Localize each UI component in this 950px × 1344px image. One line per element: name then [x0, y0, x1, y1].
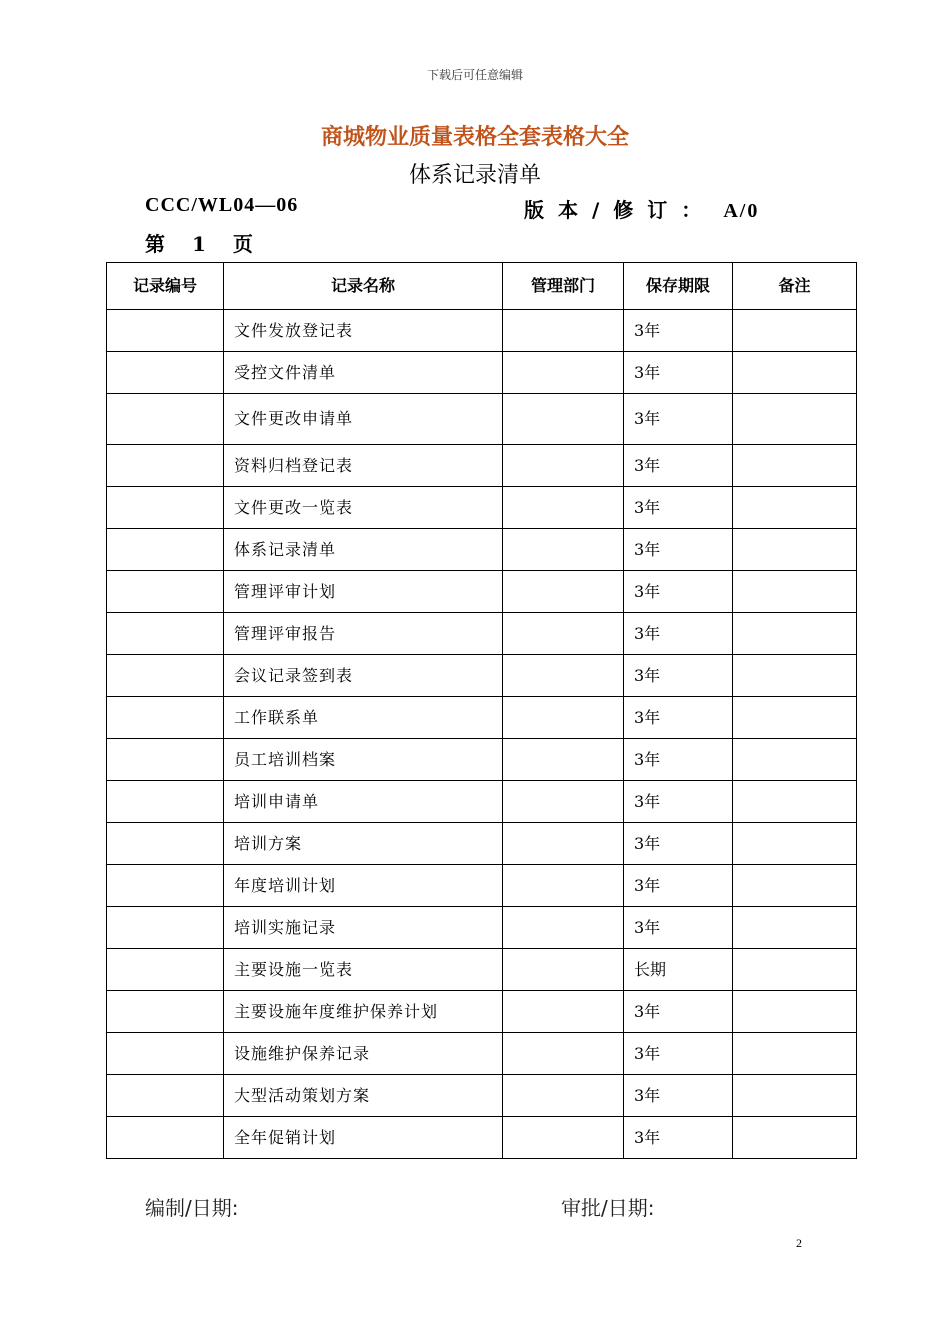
cell-remarks	[733, 529, 857, 571]
cell-retention-period: 3年	[624, 1075, 733, 1117]
cell-remarks	[733, 991, 857, 1033]
cell-department	[503, 487, 624, 529]
cell-remarks	[733, 865, 857, 907]
cell-record-name: 年度培训计划	[224, 865, 503, 907]
cell-department	[503, 823, 624, 865]
cell-record-number	[107, 655, 224, 697]
cell-record-name: 体系记录清单	[224, 529, 503, 571]
cell-record-name: 会议记录签到表	[224, 655, 503, 697]
cell-department	[503, 739, 624, 781]
header-remarks: 备注	[733, 263, 857, 310]
cell-remarks	[733, 1033, 857, 1075]
cell-record-number	[107, 1075, 224, 1117]
cell-retention-period: 3年	[624, 571, 733, 613]
table-row	[107, 310, 857, 352]
table-row	[107, 991, 857, 1033]
cell-remarks	[733, 823, 857, 865]
cell-record-number	[107, 1117, 224, 1159]
cell-record-number	[107, 823, 224, 865]
cell-department	[503, 1033, 624, 1075]
cell-record-name: 文件更改一览表	[224, 487, 503, 529]
cell-department	[503, 445, 624, 487]
cell-department	[503, 865, 624, 907]
table-row	[107, 1117, 857, 1159]
cell-record-number	[107, 571, 224, 613]
cell-department	[503, 613, 624, 655]
cell-record-name: 主要设施一览表	[224, 949, 503, 991]
cell-remarks	[733, 445, 857, 487]
cell-record-name: 管理评审计划	[224, 571, 503, 613]
cell-remarks	[733, 613, 857, 655]
cell-department	[503, 949, 624, 991]
cell-remarks	[733, 352, 857, 394]
cell-record-name: 工作联系单	[224, 697, 503, 739]
cell-remarks	[733, 697, 857, 739]
cell-record-name: 管理评审报告	[224, 613, 503, 655]
cell-retention-period: 3年	[624, 697, 733, 739]
cell-record-name: 资料归档登记表	[224, 445, 503, 487]
table-row	[107, 949, 857, 991]
version-info	[524, 194, 759, 223]
header-retention-period: 保存期限	[624, 263, 733, 310]
cell-retention-period: 3年	[624, 445, 733, 487]
cell-retention-period: 3年	[624, 823, 733, 865]
cell-record-name: 培训实施记录	[224, 907, 503, 949]
cell-record-name: 培训申请单	[224, 781, 503, 823]
cell-record-number	[107, 352, 224, 394]
cell-record-number	[107, 394, 224, 445]
cell-record-number	[107, 739, 224, 781]
doc-code: CCC/WL04—06	[145, 194, 299, 216]
cell-record-name: 全年促销计划	[224, 1117, 503, 1159]
cell-retention-period: 3年	[624, 613, 733, 655]
cell-remarks	[733, 781, 857, 823]
cell-record-number	[107, 865, 224, 907]
cell-record-number	[107, 697, 224, 739]
records-table	[106, 262, 857, 1159]
cell-record-number	[107, 613, 224, 655]
table-header-row	[107, 263, 857, 310]
table-row	[107, 739, 857, 781]
cell-record-number	[107, 487, 224, 529]
cell-retention-period: 3年	[624, 310, 733, 352]
approved-by-date: 审批/日期:	[561, 1196, 655, 1220]
table-row	[107, 1075, 857, 1117]
version-value: A/0	[723, 200, 760, 222]
cell-record-name: 培训方案	[224, 823, 503, 865]
header-department: 管理部门	[503, 263, 624, 310]
cell-department	[503, 310, 624, 352]
cell-record-name: 员工培训档案	[224, 739, 503, 781]
main-title: 商城物业质量表格全套表格大全	[320, 125, 629, 150]
cell-remarks	[733, 310, 857, 352]
cell-department	[503, 1117, 624, 1159]
cell-record-number	[107, 781, 224, 823]
cell-record-number	[107, 529, 224, 571]
cell-record-number	[107, 949, 224, 991]
table-row	[107, 655, 857, 697]
cell-remarks	[733, 487, 857, 529]
cell-retention-period: 3年	[624, 487, 733, 529]
table-row	[107, 697, 857, 739]
version-label: 版本/修订：	[524, 198, 716, 222]
cell-remarks	[733, 739, 857, 781]
header-note: 下载后可任意编辑	[426, 68, 523, 82]
table-row	[107, 529, 857, 571]
cell-department	[503, 697, 624, 739]
cell-retention-period: 3年	[624, 739, 733, 781]
table-row	[107, 394, 857, 445]
cell-department	[503, 907, 624, 949]
cell-record-number	[107, 310, 224, 352]
cell-record-number	[107, 445, 224, 487]
cell-department	[503, 571, 624, 613]
cell-retention-period: 3年	[624, 1117, 733, 1159]
cell-remarks	[733, 1075, 857, 1117]
cell-remarks	[733, 907, 857, 949]
page-label: 第 1 页	[145, 232, 253, 256]
table-row	[107, 907, 857, 949]
table-row	[107, 613, 857, 655]
cell-retention-period: 3年	[624, 352, 733, 394]
header-record-name: 记录名称	[224, 263, 503, 310]
table-row	[107, 865, 857, 907]
cell-remarks	[733, 949, 857, 991]
cell-retention-period: 长期	[624, 949, 733, 991]
cell-remarks	[733, 1117, 857, 1159]
table-row	[107, 445, 857, 487]
cell-record-number	[107, 991, 224, 1033]
table-row	[107, 781, 857, 823]
sub-title: 体系记录清单	[408, 163, 541, 188]
cell-retention-period: 3年	[624, 991, 733, 1033]
cell-department	[503, 655, 624, 697]
cell-retention-period: 3年	[624, 907, 733, 949]
cell-remarks	[733, 394, 857, 445]
cell-department	[503, 529, 624, 571]
cell-department	[503, 352, 624, 394]
table-row	[107, 571, 857, 613]
cell-remarks	[733, 655, 857, 697]
cell-department	[503, 394, 624, 445]
table-row	[107, 352, 857, 394]
table-row	[107, 823, 857, 865]
cell-record-number	[107, 1033, 224, 1075]
header-record-number: 记录编号	[107, 263, 224, 310]
cell-record-name: 大型活动策划方案	[224, 1075, 503, 1117]
cell-department	[503, 991, 624, 1033]
cell-remarks	[733, 571, 857, 613]
prepared-by-date: 编制/日期:	[145, 1196, 239, 1220]
page-number: 2	[796, 1236, 802, 1250]
cell-record-name: 设施维护保养记录	[224, 1033, 503, 1075]
table-row	[107, 487, 857, 529]
cell-retention-period: 3年	[624, 394, 733, 445]
cell-record-name: 文件发放登记表	[224, 310, 503, 352]
cell-record-name: 文件更改申请单	[224, 394, 503, 445]
cell-retention-period: 3年	[624, 655, 733, 697]
table-row	[107, 1033, 857, 1075]
cell-department	[503, 1075, 624, 1117]
cell-record-number	[107, 907, 224, 949]
cell-retention-period: 3年	[624, 1033, 733, 1075]
cell-retention-period: 3年	[624, 529, 733, 571]
cell-retention-period: 3年	[624, 865, 733, 907]
cell-record-name: 主要设施年度维护保养计划	[224, 991, 503, 1033]
table-body	[107, 310, 857, 1159]
cell-department	[503, 781, 624, 823]
cell-retention-period: 3年	[624, 781, 733, 823]
cell-record-name: 受控文件清单	[224, 352, 503, 394]
